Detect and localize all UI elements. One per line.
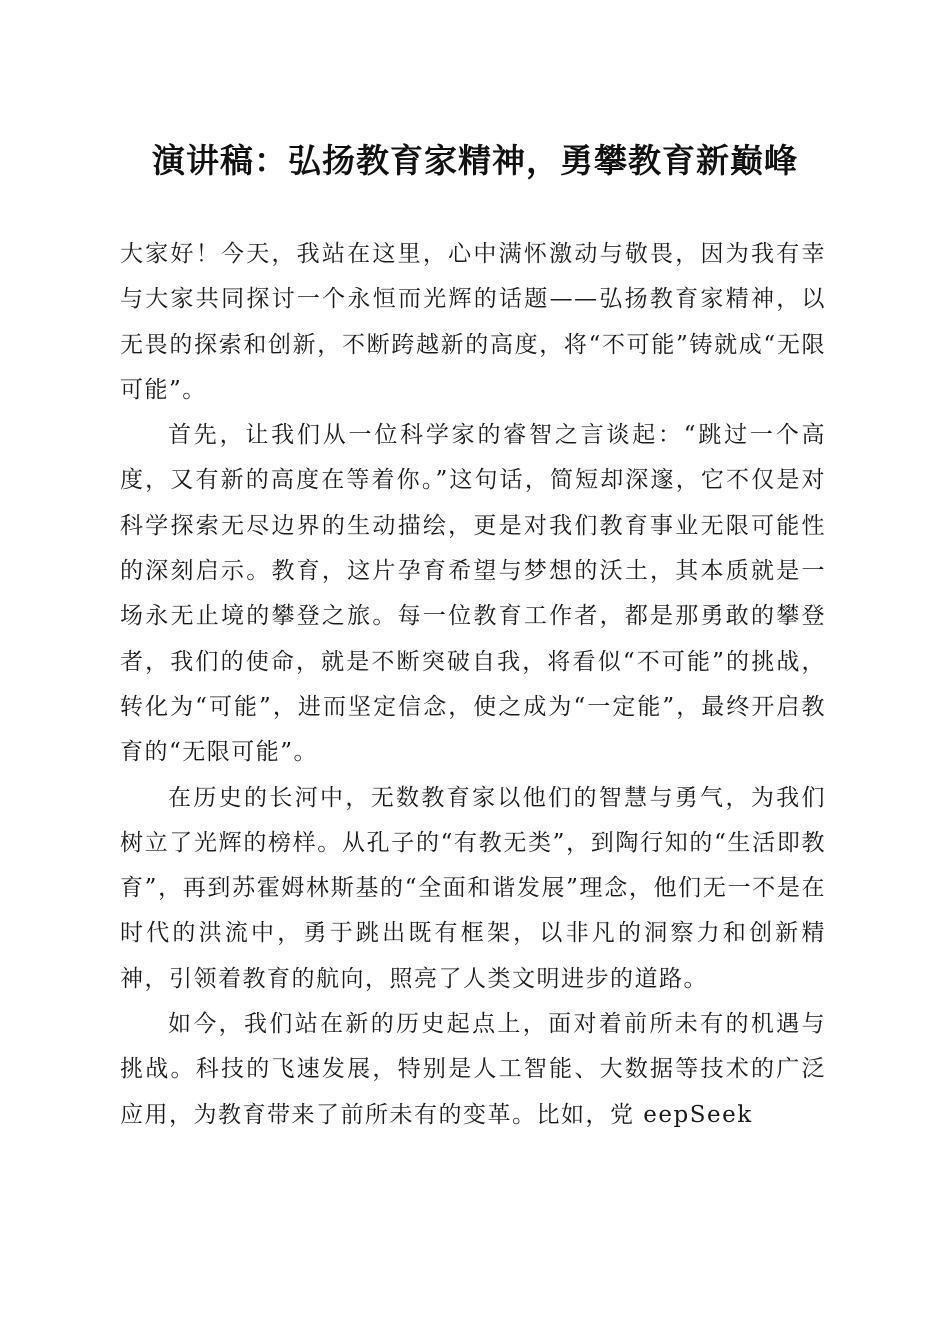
paragraph-greeting: 大家好！今天，我站在这里，心中满怀激动与敬畏，因为我有幸与大家共同探讨一个永恒而光辉的话题——弘扬教育家精神，以无畏的探索和创新，不断跨越新的高度，将“不可能”铸就成“无限可能”。 bbox=[120, 241, 826, 403]
paragraph-history: 在历史的长河中，无数教育家以他们的智慧与勇气，为我们树立了光辉的榜样。从孔子的“有教无类”，到陶行知的“生活即教育”，再到苏霍姆林斯基的“全面和谐发展”理念，他们无一不是在时代的洪流中，勇于跳出既有框架，以非凡的洞察力和创新精神，引领着教育的航向，照亮了人类文明进步的道路。 bbox=[120, 784, 826, 992]
paragraph-present: 如今，我们站在新的历史起点上，面对着前所未有的机遇与挑战。科技的飞速发展，特别是人工智能、大数据等技术的广泛应用，为教育带来了前所未有的变革。比如，党 eepSeek bbox=[120, 1011, 826, 1128]
document-title: 演讲稿：弘扬教育家精神，勇攀教育新巅峰 bbox=[152, 141, 798, 180]
paragraph-scientist-quote: 首先，让我们从一位科学家的睿智之言谈起：“跳过一个高度，又有新的高度在等着你。”这句话，简短却深邃，它不仅是对科学探索无尽边界的生动描绘，更是对我们教育事业无限可能性的深刻启示。教育，这片孕育希望与梦想的沃土，其本质就是一场永无止境的攀登之旅。每一位教育工作者，都是那勇敢的攀登者，我们的使命，就是不断突破自我，将看似“不可能”的挑战，转化为“可能”，进而坚定信念，使之成为“一定能”，最终开启教育的“无限可能”。 bbox=[120, 422, 826, 766]
document-body bbox=[120, 232, 826, 1138]
